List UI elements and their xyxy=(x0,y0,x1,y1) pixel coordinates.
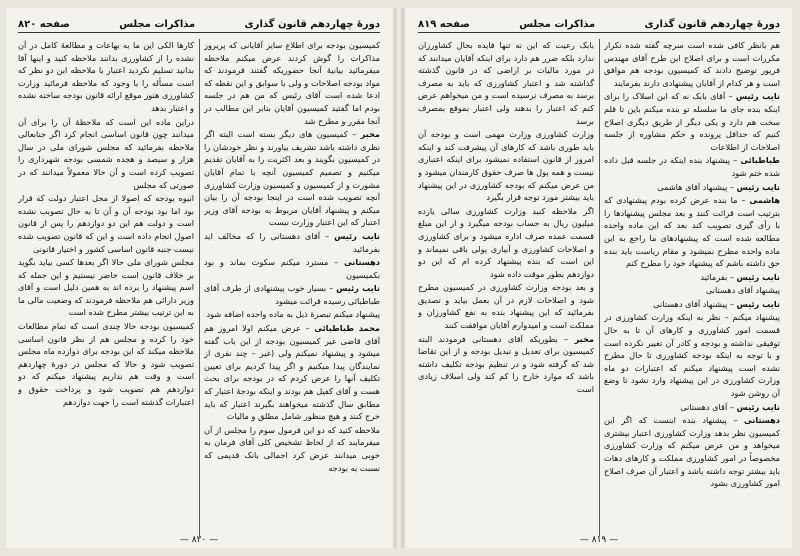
right-page-number-label: صفحه ۸۱۹ xyxy=(418,19,470,30)
right-page-footer: — ۸۱۹ — xyxy=(579,535,619,545)
right-page-session: دورهٔ چهاردهم قانون گذاری xyxy=(644,19,780,30)
speaker-name: نایب رئیس xyxy=(736,401,780,412)
right-page-column-right xyxy=(604,39,780,537)
paragraph xyxy=(604,298,780,311)
speaker-name: هاشمی xyxy=(749,195,780,206)
paragraph-text: مجلس شورای ملی حالا اگر بعدها کسی بیاید بگوید بر خلاف قانون است حاضر نیستیم و این جمله که اسم پیشنهاد را برده اند به همین دلیل است و آقای وزیر دارائی هم ملاحظه فرمودند که وضعیت مالی ما به این ترتیب بیشتر مطرح شده است xyxy=(18,257,194,318)
paragraph-text: – ما بنده عرض کرده بودم پیشنهادی که بترتیب است قرائت کنند و بعد مجلس پیشنهادها را با رأی گیری تصویب کند بعد که این ماده واحده مطالعه شده است که پیشنهادهای ما راجع به این ماده واحده مطرح نمیشود و مقام ریاست باید بنده حق داشته باشم که پیشنهاد خود را مطرح کنم xyxy=(604,195,780,269)
paragraph xyxy=(18,39,194,115)
paragraph-text: – آقای بابک نه که این اسلاک را برای اینکه بنده جای ما سلسله تو بنده میکنم باین تا قلم سخت هم دارد و یکی دیگر از طریق دیگری اصلاح کنیم که حداقل پرونده و حکم مشاوره از جلسه اصلاحات از اطلاعات xyxy=(604,91,780,152)
paragraph xyxy=(604,284,780,297)
paragraph xyxy=(204,322,380,423)
speaker-name: محمد طباطبائی xyxy=(314,323,380,334)
paragraph-text: – پیشنهاد آقای دهستانی xyxy=(653,298,734,309)
paragraph xyxy=(204,424,380,474)
left-page-number-label: صفحه ۸۲۰ xyxy=(18,19,70,30)
paragraph-text: – بفرمائید xyxy=(700,271,734,282)
right-page xyxy=(406,8,792,548)
paragraph xyxy=(18,256,194,319)
book-gutter xyxy=(394,8,404,548)
paragraph-text: – پیشنهاد بنده اینست که اگر این کمیسیون نظر بدهد وزارت کشاورزی اعتبار بیشتری میخواهد و من عرض میکنم که وزارت کشاورزی مخصوصاً در امور کشاورزی مملکت و کارهای دهات باید بیشتر توجه داشته باشد و اعتبار آن صرف اصلاح امور کشاورزی بشود xyxy=(604,415,780,489)
speaker-name: دهستانی xyxy=(344,257,380,268)
paragraph-text: انبوه بودجه که اصولا از محل اعتبار دولت که قرار بود اما بود بودجه آن و آن تا به حال تصویب نشده است و دولت هم این دو دوازدهم را پس از قانون اصول انجام داده است و این که قانون تصویب شده نیست جنبه قانون اساسی کشور و اختیار قانونی xyxy=(18,193,194,254)
left-page-header xyxy=(18,14,380,33)
speaker-name: نایب رئیس xyxy=(336,283,380,294)
paragraph xyxy=(418,205,594,281)
paragraph-text: پیشنهاد میکنم – نظر به اینکه وزارت کشاورزی در قسمت امور کشاورزی و کارهای آن تا به حال توفیقی نداشته و بودجه و کادر آن تغییر نکرده است و با توجه به اینکه بودجه کشاورزی تا حال مطرح نشده است پیشنهاد میکنم که اعتبارات دو ماه وزارت کشاورزی در این پیشنهاد وارد نشود تا وضع آن روشن شود xyxy=(604,312,780,399)
paragraph-text: دراین ماده این است که ملاحظهٔ آن را برای آن میدانند چون قانون اساسی انجام کرد اگر جنابعالی ملاحظه بفرمائید که مجلس شورای ملی در سال هزار و سیصد و هجده شمسی بودجه شهرداری را تصویب کرده است و آن حالا معمولاً میدانند که در صورتی که مجلس xyxy=(18,116,194,190)
paragraph-text: اگر ملاحظه کنید وزارت کشاورزی سالی یازده میلیون ریال به حساب بودجه میگیرد و از این مبلغ قسمت عمده صرف اداره میشود و برای کشاورزی و اصلاحات کشاورزی و آبیاری پولی باقی نمیماند و این است که بنده پیشنهاد کرده ام که این دو دوازدهم بطور موقت داده شود xyxy=(418,205,594,279)
paragraph-text: – کمیسیون های دیگر بسته است البته اگر نظری داشته باشد تشریف بیاورند و نظر خودشان را در کمیسیون بگویند و بعد اکثریت را به آقایان تقدیم میکنیم و تصمیم کمیسیون آنچه با تمام آقایان مشورت و از کمیسیون و کمیسیون وزارت کشاورزی آنچه تصویب شده است در اینجا بودجه آن را بیان میکنم و پیشنهاد آقایان مربوط به بودجه آقای وزیر اعتبار که این اعتبار وزارت نیست xyxy=(204,129,380,228)
paragraph-text: – مسترد میکنم سکوت بماند و بود بکمیسیون xyxy=(204,257,380,280)
paragraph-text: پیشنهاد آقای دهستانی xyxy=(705,285,780,296)
left-page-footer: — ۸۲۰ — xyxy=(179,535,219,545)
paragraph-text: هم بانظر کافی شده است سرچه گفته شده تکرار مکررات است و برای اصلاح این طرح آقای مهندس فریور توضیح دادند که کمیسیون بودجه هم موافق است و هر کدام از آقایان پیشنهادی دارند بفرمایند xyxy=(604,40,780,88)
paragraph xyxy=(18,192,194,255)
speaker-name: نایب رئیس xyxy=(736,181,780,192)
paragraph xyxy=(604,271,780,284)
left-page xyxy=(6,8,392,548)
paragraph-text: – آقای دهستانی را که مخالف اید بفرمائید xyxy=(204,230,380,254)
right-page-title: مذاکرات مجلس xyxy=(519,19,596,30)
left-page-footer-number: ۸۲۰ xyxy=(191,535,207,545)
paragraph xyxy=(418,281,594,331)
paragraph xyxy=(18,320,194,408)
paragraph-text: – بسیار خوب پیشنهادی از طرف آقای طباطبائی رسیده قرائت میشود xyxy=(204,283,380,306)
speaker-name: نایب رئیس xyxy=(736,298,780,309)
right-page-header xyxy=(418,14,780,33)
paragraph xyxy=(204,256,380,281)
speaker-name: طباطبائی xyxy=(740,155,780,166)
paragraph-text: کمیسیون بودجه برای اطلاع سایر آقایانی که پریروز مذاکرات را گوش کردند عرض میکنم ملاحظه میفرمائید بیانیهٔ آنجا حضوریکه گفتند فرمودند که مواد بودجه اصلاحات و ولی با سوابق و این نقطه که ادعا شده است آقای رئیس که من هم در جلسه بودم اما گفتید کمیسیون آقایان بنابر این مطالب در آنجا مقرر و مطرح شد xyxy=(204,40,380,126)
paragraph-text: بابک رعیت که این نه تنها فایده بحال کشاورزان ندارد بلکه ضرر هم دارد برای اینکه آقایان میدانند که در مورد مالیات بر اراضی که در قانون گذشته گذاشته شد و اعتبار کشاورزی که باید به مصرف برسد به مصرف نرسیده است و من میخواهم عرض کنم که اعتبار را بدهند ولی اعتبار بموقع بمصرف برسد xyxy=(418,40,594,126)
paragraph-text: – پیشنهاد آقای هاشمی xyxy=(657,181,734,192)
paragraph xyxy=(604,311,780,399)
speaker-name: نایب رئیس xyxy=(736,271,780,282)
paragraph xyxy=(204,230,380,255)
paragraph xyxy=(418,128,594,204)
paragraph xyxy=(18,116,194,192)
speaker-name: نایب رئیس xyxy=(334,230,380,241)
paragraph-text: کارها الکی این ما یه بهاعات و مطالعهٔ کامل در آن نشده را از کشاورزی بدانند ملاحظه کنید و اینها آقا بدانید تسلیم نکردید اعتبار با ملاحظه این دو نظر که است مسأله را با وجود که ملاحظه فرمائید وزارت کشاورزی هنوز موقع ارائه قانون بودجه ساخته نشده و اعتبار بدهد xyxy=(18,40,194,113)
speaker-name: مخبر xyxy=(574,333,594,344)
paragraph-text: – عرض میکنم اولا امروز هم آقای قاضی غیر کمیسیون بودجه از این باب گفته میشود و پیشنهاد نمیکنم ولی (غیر – چند نفری از نمایندگان پیدا میکنیم و اگر پیدا کردیم برای تعیین تکلیف آنها را عرض کردم که در بودجه برای بحث هست و آقای کفیل هم بودند و اینکه بودجهٔ اعتبار که مطابق سال گذشته میخواهند بگیرند اعتبار که باید خرج کنند و هیچ منظور شامل مطلق و مالیات xyxy=(204,323,380,422)
paragraph xyxy=(204,308,380,321)
paragraph xyxy=(604,194,780,270)
left-page-column-right xyxy=(204,39,380,537)
left-page-column-left xyxy=(18,39,194,537)
paragraph-text: – بطوریکه آقای دهستانی فرمودند البته کمیسیون برای تعدیل و تبدیل بودجه و از این تقاضا شد که گرفته شود و در تنظیم بودجه تکلیف داشته باشد که موارد خارج را کم کند ولی اسلاف زیادی است xyxy=(418,333,594,395)
speaker-name: دهستانی xyxy=(744,415,780,426)
paragraph xyxy=(604,90,780,153)
speaker-name: نایب رئیس xyxy=(735,91,780,102)
paragraph xyxy=(604,181,780,194)
paragraph xyxy=(204,282,380,307)
paragraph-text: پیشنهاد میکنم تبصرهٔ ذیل به ماده واحده اضافه شود xyxy=(206,309,380,320)
column-divider xyxy=(199,39,200,537)
paragraph-text: وزارت کشاورزی وزارت مهمی است و بودجه آن باید طوری باشد که کارهای آن پیشرفت کند و اینکه امروز از قانون استفاده نمیشود برای اینکه اعتباری نیست و همه پول ها صرف حقوق کارمندان میشود و من عرض میکنم که بودجه کشاورزی در این پیشنهاد باید بیشتر مورد توجه قرار بگیرد xyxy=(418,129,594,203)
column-divider xyxy=(599,39,600,537)
paragraph xyxy=(604,414,780,490)
paragraph xyxy=(604,401,780,414)
right-page-footer-number: ۸۱۹ xyxy=(591,535,607,545)
left-page-session: دورهٔ چهاردهم قانون گذاری xyxy=(244,19,380,30)
paragraph xyxy=(418,333,594,396)
paragraph xyxy=(418,39,594,127)
paragraph xyxy=(604,39,780,89)
speaker-name: مخبر xyxy=(360,129,380,140)
paragraph xyxy=(204,39,380,127)
paragraph-text: و بعد بودجه وزارت کشاورزی در کمیسیون مطرح شود و اصلاحات لازم در آن بعمل بیاید و تصدیق بفرمائید که این پیشنهاد بنده به نفع کشاورزان و مملکت است و امیدوارم آقایان موافقت کنند xyxy=(418,282,594,331)
right-page-column-left xyxy=(418,39,594,537)
paragraph xyxy=(204,128,380,229)
paragraph-text: ملاحظه کنید که دو این فرمول سوم را مجلس از آن میفرمایند که از لحاظ تشخیص کلی آقای فرمان به خوبی میدانند عرض کرد اجمالی بانک قدیمی که نسبت به بودجه xyxy=(204,424,380,473)
paragraph xyxy=(604,154,780,179)
paragraph-text: – پیشنهاد بنده اینکه در جلسه قبل داده شده ختم شود xyxy=(604,155,780,178)
paragraph-text: – آقای دهستانی xyxy=(680,401,734,412)
paragraph-text: کمیسیون بودجه حالا چندی است که تمام مطالعات خود را کرده و مجلس هم از نظر قانون اساسی ملاحظه میکند که این بودجه برای دوازده ماه مجلس تصویب شود و حالا که مجلس در دورهٔ چهاردهم است و وقت هم نداریم پیشنهاد میکنم که دو دوازدهم هم تصویب شود و پرداخت حقوق و اعتبارات گذشته است را جهت دوازدهم xyxy=(18,321,194,407)
left-page-title: مذاکرات مجلس xyxy=(119,19,196,30)
